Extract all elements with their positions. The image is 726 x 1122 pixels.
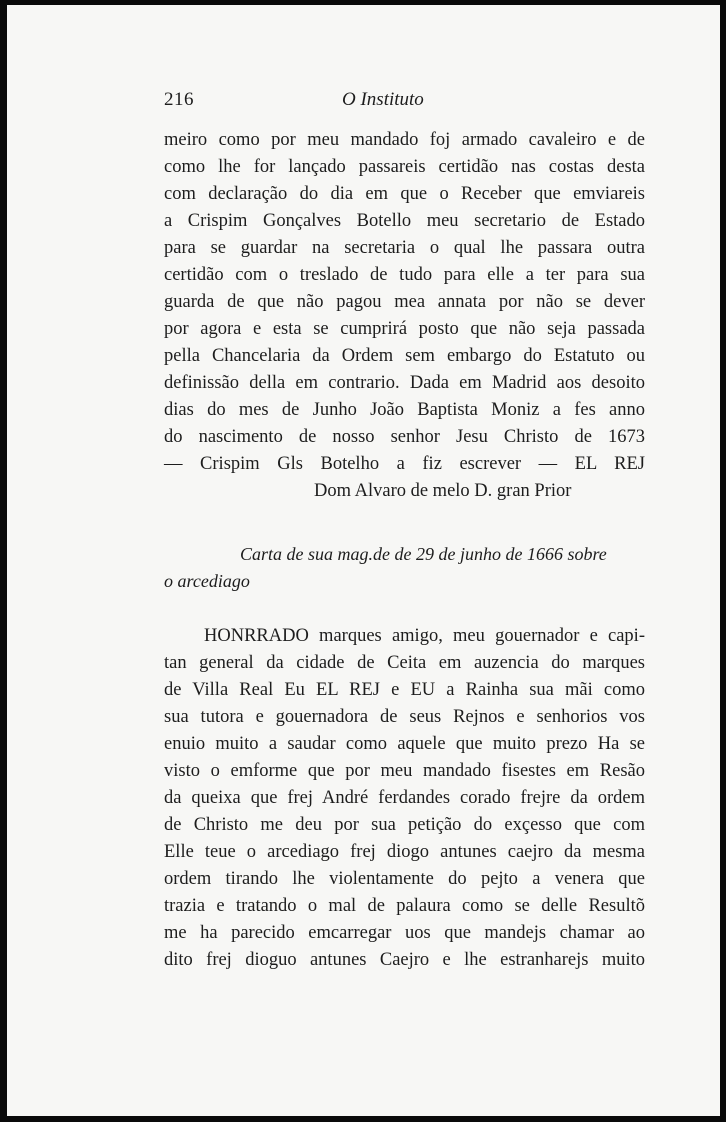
- text-line: como lhe for lançado passareis certidão nas costas desta: [164, 157, 645, 177]
- text-line: de Christo me deu por sua petição do exçesso que com: [164, 815, 645, 835]
- text-line: trazia e tratando o mal de palaura como se delle Resultõ: [164, 896, 645, 916]
- text-line: tan general da cidade de Ceita em auzencia do marques: [164, 653, 645, 673]
- letter-1: [164, 127, 645, 505]
- heading-line-2: o arcediago: [164, 571, 250, 591]
- text-line: me ha parecido emcarregar uos que mandejs chamar ao: [164, 923, 645, 943]
- text-line: ordem tirando lhe violentamente do pejto a venera que: [164, 869, 645, 889]
- text-line: para se guardar na secretaria o qual lhe passara outra: [164, 238, 645, 258]
- page-number: 216: [164, 89, 194, 110]
- text-line: pella Chancelaria da Ordem sem embargo do Estatuto ou: [164, 346, 645, 366]
- text-line: HONRRADO marques amigo, meu gouernador e capi-: [204, 626, 645, 646]
- text-line: dias do mes de Junho João Baptista Moniz a fes anno: [164, 400, 645, 420]
- text-line: guarda de que não pagou mea annata por não se dever: [164, 292, 645, 312]
- text-line: por agora e esta se cumprirá posto que não seja passada: [164, 319, 645, 339]
- text-line: certidão com o treslado de tudo para elle a ter para sua: [164, 265, 645, 285]
- section-heading: [164, 541, 645, 595]
- text-line: sua tutora e gouernadora de seus Rejnos e senhorios vos: [164, 707, 645, 727]
- text-line: Elle teue o arcediago frej diogo antunes caejro da mesma: [164, 842, 645, 862]
- text-line: visto o emforme que por meu mandado fisestes em Resão: [164, 761, 645, 781]
- page-header: [7, 89, 720, 113]
- running-title: O Instituto: [342, 89, 424, 110]
- text-line: definissão della em contrario. Dada em Madrid aos desoito: [164, 373, 645, 393]
- text-line: dito frej dioguo antunes Caejro e lhe estranharejs muito: [164, 950, 645, 970]
- signature-line: Dom Alvaro de melo D. gran Prior: [314, 481, 572, 501]
- text-line: enuio muito a saudar como aquele que muito prezo Ha se: [164, 734, 645, 754]
- text-line: com declaração do dia em que o Receber que emviareis: [164, 184, 645, 204]
- text-line: a Crispim Gonçalves Botello meu secretario de Estado: [164, 211, 645, 231]
- text-line: — Crispim Gls Botelho a fiz escrever — EL REJ: [164, 454, 645, 474]
- letter-2: [164, 623, 645, 974]
- text-line: de Villa Real Eu EL REJ e EU a Rainha sua mãi como: [164, 680, 645, 700]
- text-line: meiro como por meu mandado foj armado cavaleiro e de: [164, 130, 645, 150]
- text-line: do nascimento de nosso senhor Jesu Christo de 1673: [164, 427, 645, 447]
- text-line: da queixa que frej André ferdandes corado frejre da ordem: [164, 788, 645, 808]
- heading-line-1: Carta de sua mag.de de 29 de junho de 1666 sobre: [240, 544, 607, 564]
